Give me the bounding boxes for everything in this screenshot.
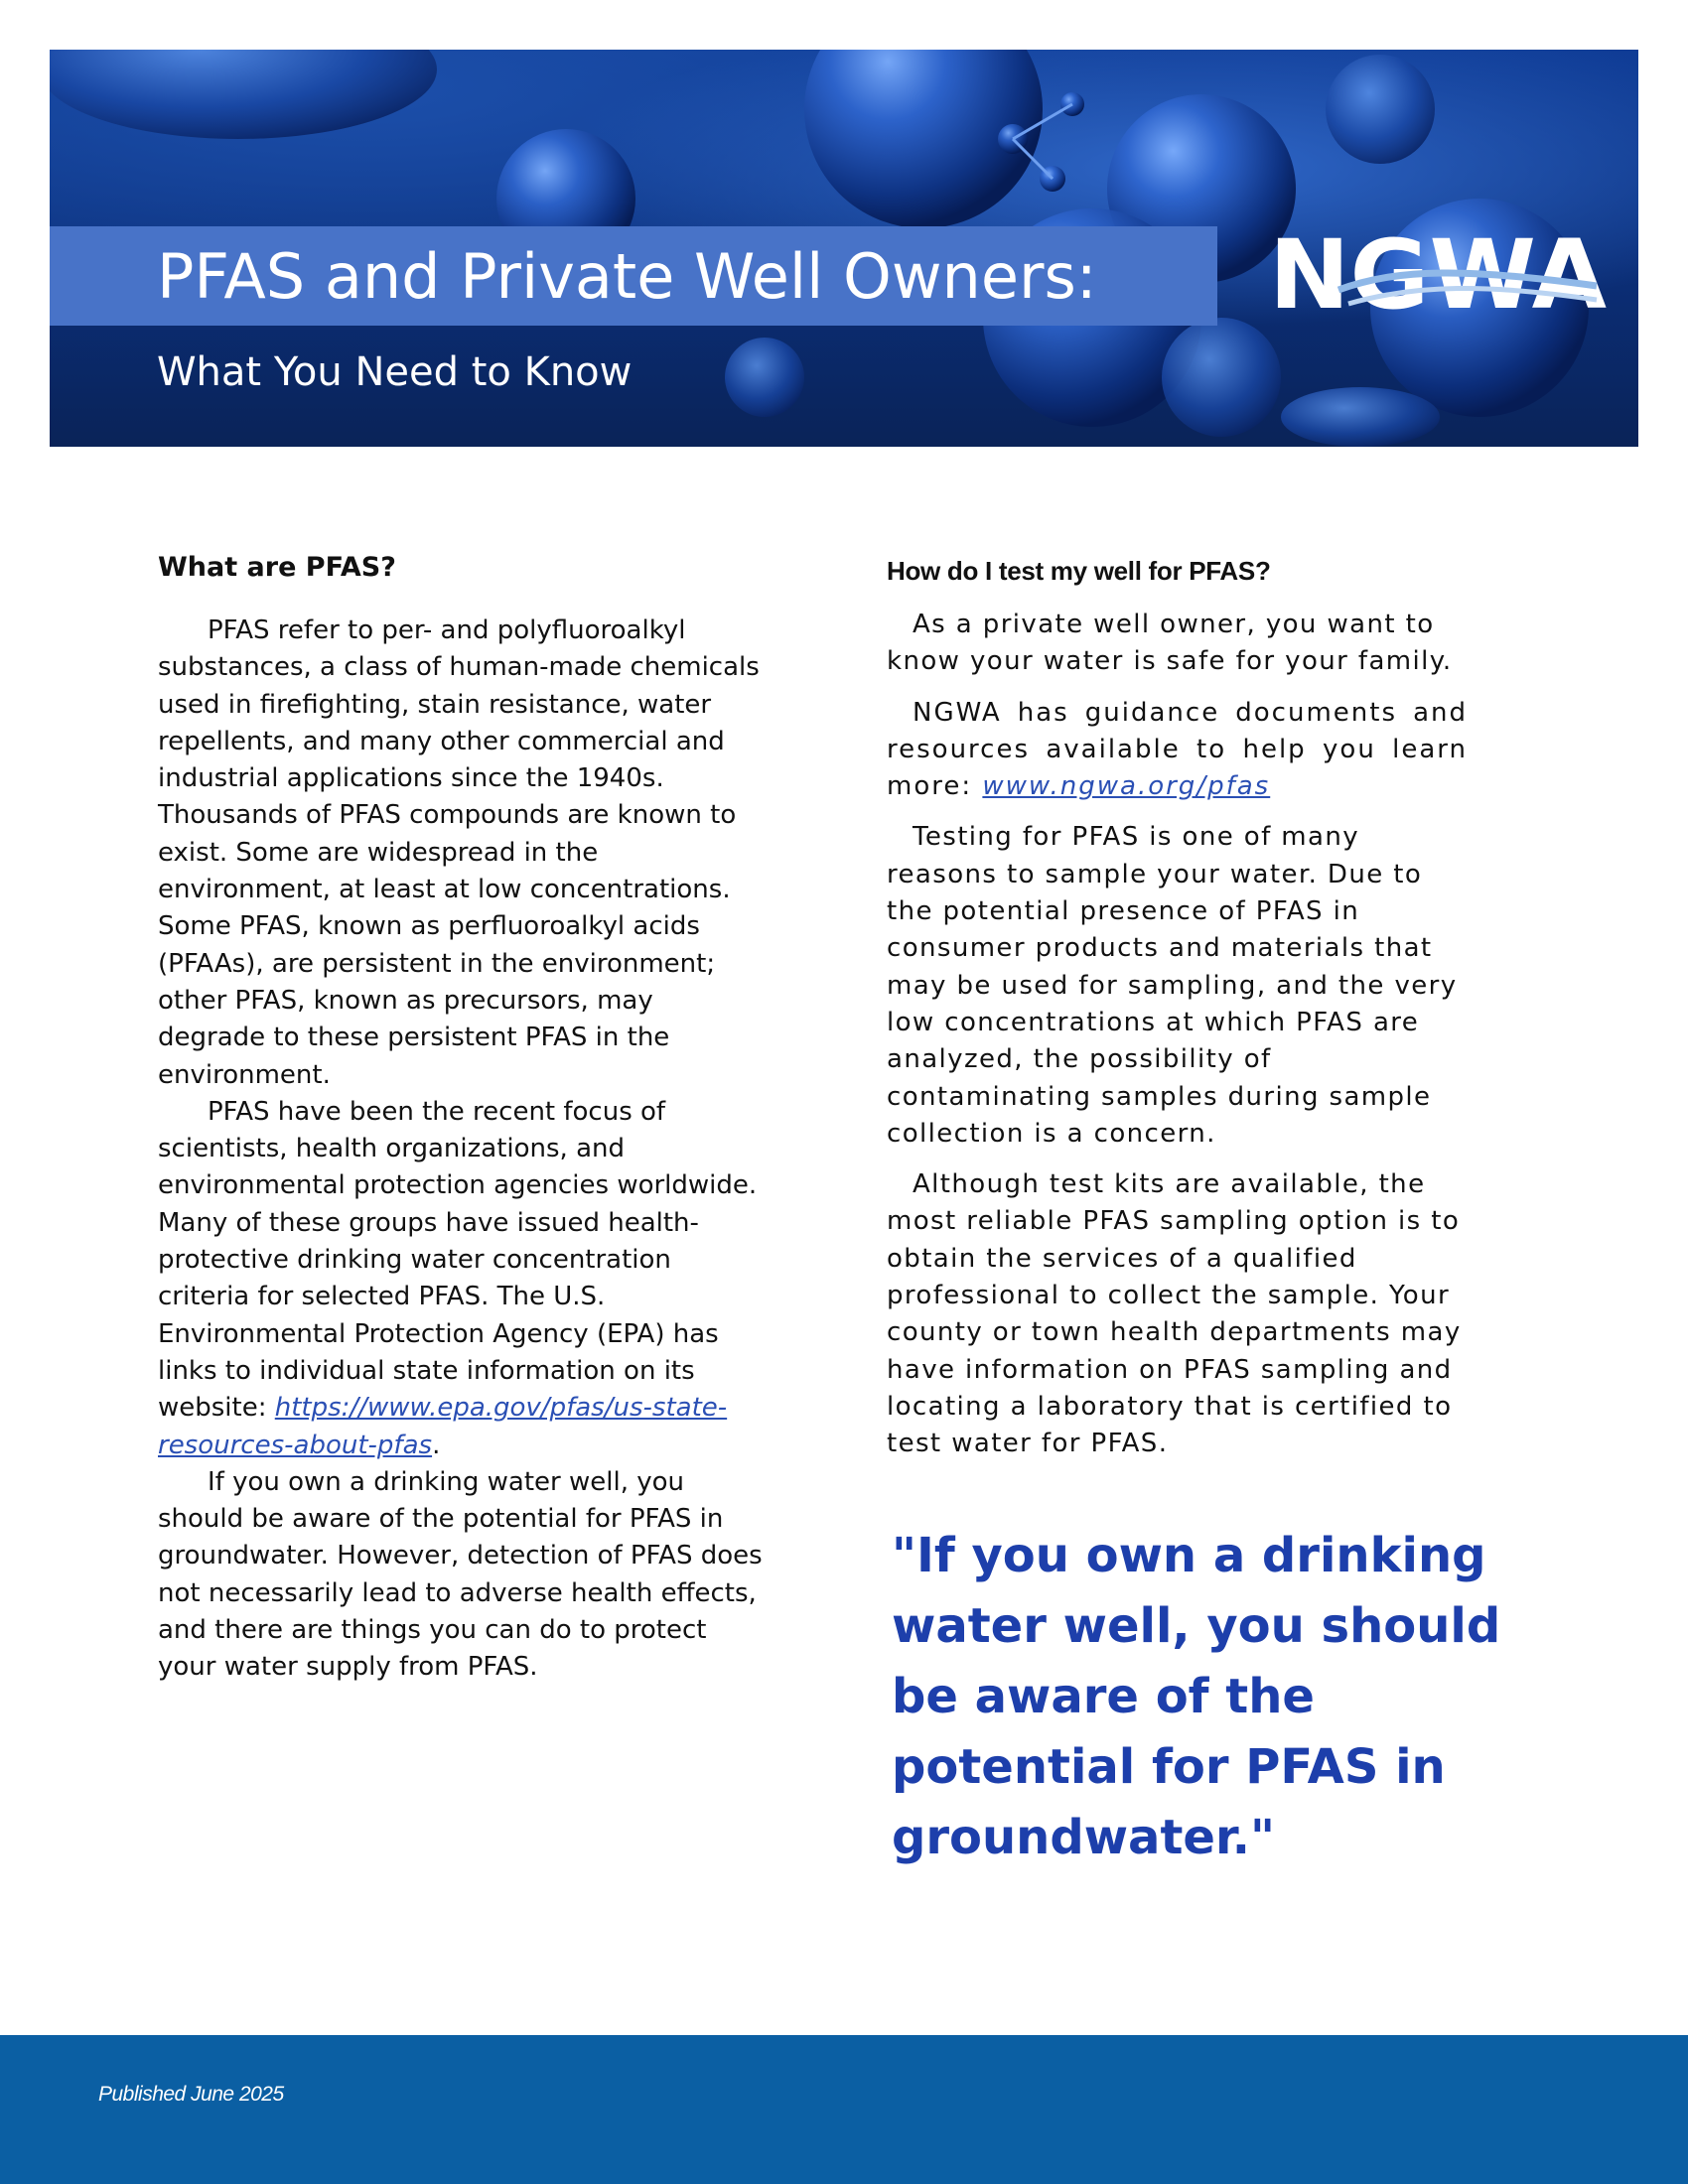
ngwa-logo-text: NGWA xyxy=(1269,228,1607,328)
paragraph-pfas-definition: PFAS refer to per- and polyfluoroalkyl substances, a class of human-made chemicals used in firefighting, stain resistance, water repellents, and many other commercial and industrial applications since the 1940s. Thousands of PFAS compounds are known to exist. Some are widespread in the environment, at least at low concentrations. Some PFAS, known as perfluoroalkyl acids (PFAAs), are persistent in the environment; other PFAS, known as precursors, may degrade to these persistent PFAS in the environment. xyxy=(158,615,760,1090)
epa-pfas-link[interactable]: https://www.epa.gov/pfas/us-state-resources-about-pfas xyxy=(158,1393,728,1460)
paragraph-well-owner-awareness: If you own a drinking water well, you should be aware of the potential for PFAS in groundwater. However, detection of PFAS does not necessarily lead to adverse health effects, and there are things you can do to protect your water supply from PFAS. xyxy=(158,1466,763,1683)
paragraph-pfas-focus xyxy=(158,1094,764,1464)
right-column xyxy=(887,556,1468,1477)
paragraph-test-kits: Although test kits are available, the most reliable PFAS sampling option is to obtain the services of a qualified professional to collect the sample. Your county or town health departments may have information on PFAS sampling and locating a laboratory that is certified to test water for PFAS. xyxy=(887,1169,1462,1459)
paragraph-ngwa-resources-text: NGWA has guidance documents and resources available to help you learn more: xyxy=(887,697,1468,802)
paragraph-testing-reasons: Testing for PFAS is one of many reasons to sample your water. Due to the potential presence of PFAS in consumer products and materials that may be used for sampling, and the very low concentrations at which PFAS are analyzed, the possibility of contaminating samples during sample collection is a concern. xyxy=(887,822,1458,1149)
page-title: PFAS and Private Well Owners: xyxy=(157,240,1097,313)
section-heading-how-to-test: How do I test my well for PFAS? xyxy=(887,556,1271,586)
paragraph-pfas-focus-text: PFAS have been the recent focus of scientists, health organizations, and environmental protection agencies worldwide. Many of these groups have issued health-protective drinking water concentration criteria for selected PFAS. The U.S. Environmental Protection Agency (EPA) has links to individual state information on its website: xyxy=(158,1096,758,1424)
paragraph-private-well-owner: As a private well owner, you want to know your water is safe for your family. xyxy=(887,610,1453,677)
ngwa-pfas-link[interactable]: www.ngwa.org/pfas xyxy=(982,771,1271,802)
footer-band xyxy=(0,2035,1688,2184)
published-date: Published June 2025 xyxy=(98,2083,284,2106)
page-subtitle: What You Need to Know xyxy=(157,349,633,395)
left-column xyxy=(158,552,764,1687)
paragraph-ngwa-resources xyxy=(887,695,1468,806)
header-banner xyxy=(50,50,1638,447)
section-heading-what-are-pfas: What are PFAS? xyxy=(158,552,396,583)
ngwa-logo xyxy=(1269,228,1607,328)
paragraph-pfas-focus-end: . xyxy=(432,1430,441,1460)
pull-quote: "If you own a drinking water well, you should be aware of the potential for PFAS in groundwater." xyxy=(892,1528,1501,1865)
